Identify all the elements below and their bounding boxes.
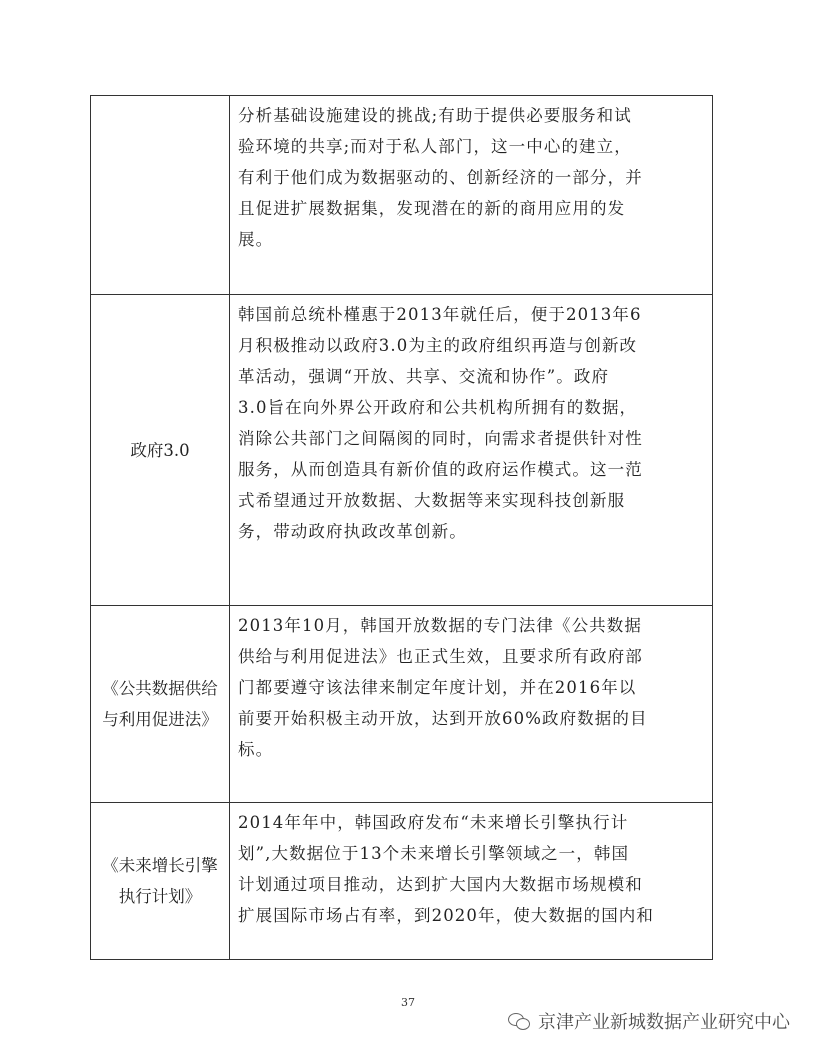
text-line: 革活动，强调“开放、共享、交流和协作”。政府 bbox=[238, 367, 610, 386]
row-content bbox=[230, 96, 713, 295]
page-number: 37 bbox=[401, 996, 415, 1009]
policy-table bbox=[90, 95, 713, 960]
table-row bbox=[91, 295, 713, 606]
text-line: 分析基础设施建设的挑战;有助于提供必要服务和试 bbox=[238, 106, 632, 125]
text-line: 式希望通过开放数据、大数据等来实现科技创新服 bbox=[238, 491, 626, 510]
text-line: 务，带动政府执政改革创新。 bbox=[238, 522, 467, 541]
text-line: 服务，从而创造具有新价值的政府运作模式。这一范 bbox=[238, 460, 643, 479]
text-line: 韩国前总统朴槿惠于2013年就任后，便于2013年6 bbox=[238, 305, 642, 324]
row-content bbox=[230, 295, 713, 606]
text-line: 计划通过项目推动，达到扩大国内大数据市场规模和 bbox=[238, 875, 643, 894]
text-line: 供给与利用促进法》也正式生效，且要求所有政府部 bbox=[238, 647, 643, 666]
text-line: 2014年年中，韩国政府发布“未来增长引擎执行计 bbox=[238, 813, 629, 832]
table-row bbox=[91, 96, 713, 295]
text-line: 前要开始积极主动开放，达到开放60%政府数据的目 bbox=[238, 709, 648, 728]
text-line: 有利于他们成为数据驱动的、创新经济的一部分，并 bbox=[238, 168, 643, 187]
row-label: 《公共数据供给与利用促进法》 bbox=[91, 606, 230, 803]
text-line: 月积极推动以政府3.0为主的政府组织再造与创新改 bbox=[238, 336, 638, 355]
text-line: 验环境的共享;而对于私人部门，这一中心的建立， bbox=[238, 137, 632, 156]
text-line: 且促进扩展数据集，发现潜在的新的商用应用的发 bbox=[238, 199, 626, 218]
row-label: 政府3.0 bbox=[91, 295, 230, 606]
table-row bbox=[91, 803, 713, 960]
text-line: 消除公共部门之间隔阂的同时，向需求者提供针对性 bbox=[238, 429, 643, 448]
text-line: 展。 bbox=[238, 230, 274, 249]
row-label bbox=[91, 96, 230, 295]
watermark bbox=[508, 1008, 790, 1034]
text-line: 门都要遵守该法律来制定年度计划，并在2016年以 bbox=[238, 678, 637, 697]
row-content bbox=[230, 606, 713, 803]
row-content bbox=[230, 803, 713, 960]
wechat-icon bbox=[508, 1011, 530, 1031]
text-line: 2013年10月，韩国开放数据的专门法律《公共数据 bbox=[238, 616, 642, 635]
text-line: 扩展国际市场占有率，到2020年，使大数据的国内和 bbox=[238, 906, 654, 925]
text-line: 3.0旨在向外界公开政府和公共机构所拥有的数据， bbox=[238, 398, 638, 417]
table-row bbox=[91, 606, 713, 803]
text-line: 标。 bbox=[238, 740, 274, 759]
text-line: 划”,大数据位于13个未来增长引擎领域之一，韩国 bbox=[238, 844, 630, 863]
watermark-text: 京津产业新城数据产业研究中心 bbox=[538, 1012, 790, 1033]
row-label: 《未来增长引擎执行计划》 bbox=[91, 803, 230, 960]
